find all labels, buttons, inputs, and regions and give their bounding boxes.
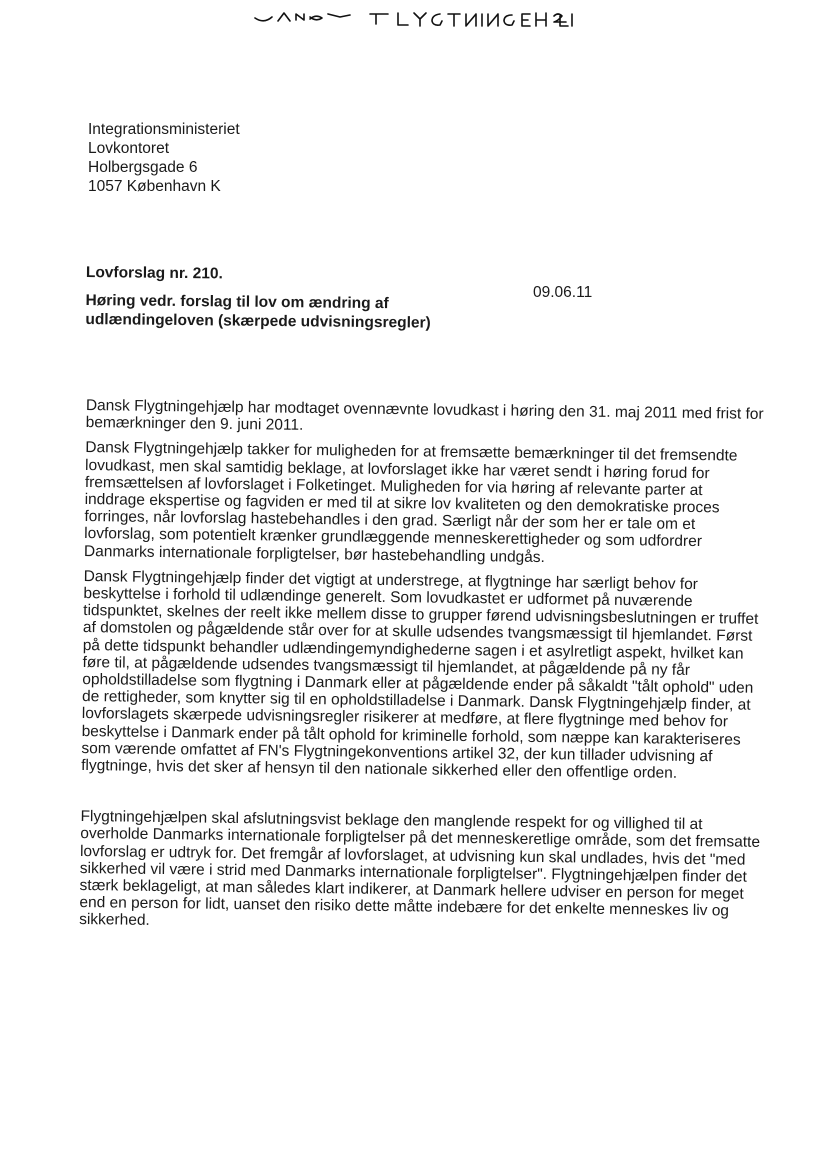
letter-date: 09.06.11 (533, 284, 593, 301)
recipient-address (88, 120, 240, 196)
paragraph-2: Dansk Flygtningehjælp takker for muligheden for at fremsætte bemærkninger til det fremsendte lovudkast, men skal samtidig beklage, at lovforslaget ikke har været sendt i høring forud for fremsættelsen af lovforslaget i Folketinget. Muligheden for via høring af relevante parter at inddrage ekspertise og fagviden er med til at sikre lov kvaliteten og den demokratiske proces forringes, når lovforslag hastebehandles i den grad. Særligt når der som her er tale om et lovforslag, som potentielt krænker grundlæggende menneskerettigheder og som udfordrer Danmarks internationale forpligtelser, bør hastebehandling undgås. (83, 439, 738, 566)
subject-block (85, 263, 431, 333)
subject-title-line-1: Høring vedr. forslag til lov om ændring af (85, 291, 389, 313)
letter-body (79, 397, 766, 946)
paragraph-3: Dansk Flygtningehjælp finder det vigtigt at understrege, at flygtninge har særligt behov for beskyttelse i forhold til udlændinge generelt. Som lovudkastet er udformet på nuværende tidspunktet, skelnes der reelt ikke mellem disse to grupper førend udvisningsbeslutningen er truffet af domstolen og pågældende står over for at skulle udsendes tvangsmæssigt til hjemlandet. Først på dette tidspunkt behandler udlændingemyndighederne sagen i et asylretligt aspekt, hvilket kan føre til, at pågældende udsendes tvangsmæssigt til hjemlandet, at pågældende på ny får opholdstilladelse som flygtning i Danmark eller at pågældende ender på såkaldt "tålt ophold" uden de rettigheder, som knytter sig til en opholdstilladelse i Danmark. Dansk Flygtningehjælp finder, at lovforslagets skærpede udvisningsregler risikerer at medføre, at flere flygtninge med behov for beskyttelse i Danmark ender på tålt ophold for kriminelle forhold, som næppe kan karakteriseres som værende omfattet af FN's Flygtningekonventions artikel 32, der kun tillader udvisning af flygtninge, hvis det sker af hensyn til den nationale sikkerhed eller den offentlige orden. (81, 567, 759, 782)
recipient-city: 1057 København K (88, 178, 221, 195)
handwritten-letterhead (250, 4, 580, 34)
recipient-name: Integrationsministeriet (88, 121, 240, 138)
subject-title-line-2: udlændingeloven (skærpede udvisningsregler) (85, 310, 431, 332)
recipient-street: Holbergsgade 6 (88, 159, 198, 176)
paragraph-1: Dansk Flygtningehjælp har modtaget ovennævnte lovudkast i høring den 31. maj 2011 med frist for bemærkninger den 9. juni 2011. (85, 397, 764, 435)
handwritten-signature-mark (250, 4, 580, 34)
recipient-department: Lovkontoret (88, 140, 169, 157)
bill-reference: Lovforslag nr. 210. (85, 263, 223, 283)
paragraph-4: Flygtningehjælpen skal afslutningsvist beklage den manglende respekt for og villighed til at overholde Danmarks internationale forpligtelser på det menneskeretlige område, som det fremsatte lovforslag er udtryk for. Det fremgår af lovforslaget, at udvisning kun skal undlades, hvis det "med sikkerhed vil være i strid med Danmarks internationale forpligtelser". Flygtningehjælpen finder det stærk beklageligt, at man således klart indikerer, at Danmark hellere udviser en person for meget end en person for lidt, uanset den risiko dette måtte indebære for det enkelte menneskes liv og sikkerhed. (79, 808, 761, 930)
